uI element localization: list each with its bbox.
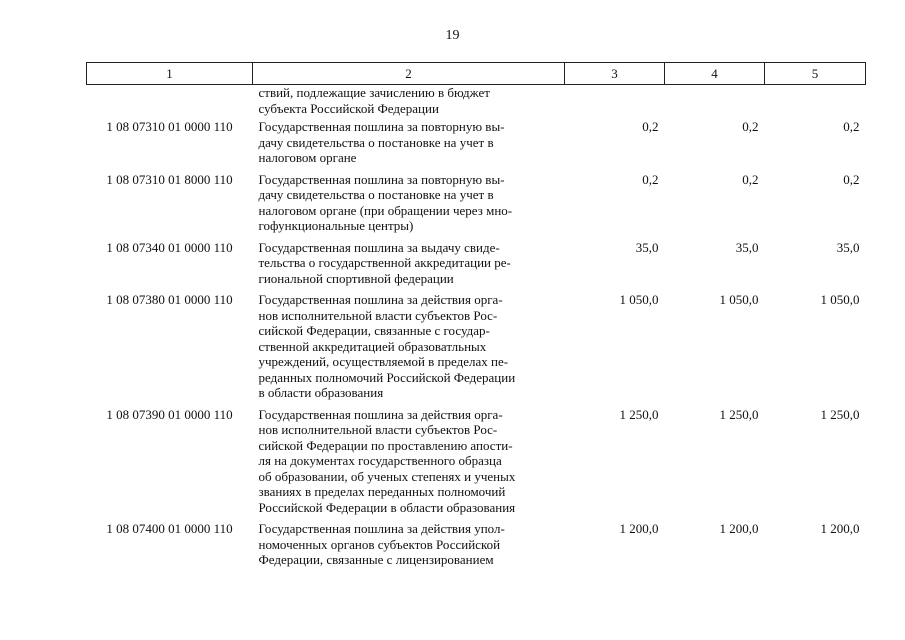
classification-code: 1 08 07400 01 0000 110 xyxy=(106,521,233,536)
amount-col-4: 1 250,0 xyxy=(719,406,759,422)
desc-line: Государственная пошлина за действия упол- xyxy=(258,521,505,536)
desc-line: учреждений, осуществляемой в пределах пе- xyxy=(258,354,509,369)
desc-line: ствий, подлежащие зачислению в бюджет xyxy=(258,85,490,100)
classification-code: 1 08 07340 01 0000 110 xyxy=(106,239,233,255)
desc-line: дачу свидетельства о постановке на учет в xyxy=(258,134,494,150)
desc-line: Государственная пошлина за повторную вы- xyxy=(258,119,505,134)
amount-col-5: 35,0 xyxy=(836,239,860,255)
amount-col-4: 0,2 xyxy=(742,171,759,187)
fee-description xyxy=(253,518,565,571)
desc-line: Российской Федерации в области образования xyxy=(258,499,516,515)
amount-col-3: 1 200,0 xyxy=(619,521,659,536)
desc-line: сийской Федерации по проставлению апости- xyxy=(258,437,513,453)
desc-line: Федерации, связанные с лицензированием xyxy=(258,552,494,567)
amount-col-5: 1 200,0 xyxy=(820,521,860,536)
amount-col-4: 0,2 xyxy=(742,119,759,134)
desc-line: Государственная пошлина за действия орга- xyxy=(258,406,503,422)
desc-line: нов исполнительной власти субъектов Рос- xyxy=(258,422,498,437)
desc-line: ственной аккредитацией образоватльных xyxy=(258,338,487,354)
amount-col-3: 1 050,0 xyxy=(619,292,659,307)
header-col-1: 1 xyxy=(87,63,253,85)
amount-col-4: 35,0 xyxy=(735,239,759,255)
amount-col-5: 1 250,0 xyxy=(820,406,860,422)
desc-line: сийской Федерации, связанные с государ- xyxy=(258,323,490,338)
page-number: 19 xyxy=(445,28,460,43)
desc-line: тельства о государственной аккредитации ре- xyxy=(258,255,511,270)
table-row xyxy=(87,169,866,237)
amount-col-4: 1 200,0 xyxy=(719,521,759,536)
amount-col-3: 35,0 xyxy=(635,239,659,255)
amount-col-5: 0,2 xyxy=(843,119,860,134)
amount-col-4: 1 050,0 xyxy=(719,292,759,307)
table-row xyxy=(87,237,866,290)
table-row xyxy=(87,116,866,169)
fee-description xyxy=(253,404,565,519)
desc-line: номоченных органов субъектов Российской xyxy=(258,536,501,552)
desc-line: ля на документах государственного образца xyxy=(258,453,502,468)
amount-col-5: 0,2 xyxy=(843,171,860,187)
column-number-header xyxy=(87,63,866,85)
continuation-row xyxy=(87,85,866,117)
budget-fee-table xyxy=(86,62,866,571)
desc-line: нов исполнительной власти субъектов Рос- xyxy=(258,307,498,323)
classification-code: 1 08 07380 01 0000 110 xyxy=(106,292,233,307)
desc-line: реданных полномочий Российской Федерации xyxy=(258,369,516,385)
table-row xyxy=(87,289,866,404)
desc-line: налоговом органе xyxy=(258,150,357,165)
desc-line: гофункциональные центры) xyxy=(258,218,414,233)
desc-line: Государственная пошлина за выдачу свиде- xyxy=(258,239,500,255)
classification-code: 1 08 07310 01 8000 110 xyxy=(106,171,233,187)
fee-description xyxy=(253,116,565,169)
table-row xyxy=(87,518,866,571)
fee-description xyxy=(253,237,565,290)
desc-line: Государственная пошлина за повторную вы- xyxy=(258,171,505,187)
header-col-5: 5 xyxy=(765,63,866,85)
table-row xyxy=(87,404,866,519)
desc-line: званиях в пределах переданных полномочий xyxy=(258,484,506,499)
classification-code: 1 08 07390 01 0000 110 xyxy=(106,406,233,422)
desc-line: в области образования xyxy=(258,385,384,400)
desc-line: гиональной спортивной федерации xyxy=(258,270,454,286)
header-col-3: 3 xyxy=(565,63,665,85)
desc-line: налоговом органе (при обращении через мно- xyxy=(258,202,513,218)
desc-line: дачу свидетельства о постановке на учет в xyxy=(258,187,494,202)
fee-description xyxy=(253,169,565,237)
desc-line: субъекта Российской Федерации xyxy=(258,100,439,116)
amount-col-3: 0,2 xyxy=(642,171,659,187)
classification-code: 1 08 07310 01 0000 110 xyxy=(106,119,233,134)
header-col-4: 4 xyxy=(665,63,765,85)
fee-description xyxy=(253,289,565,404)
amount-col-3: 1 250,0 xyxy=(619,406,659,422)
continuation-text xyxy=(253,85,565,117)
amount-col-5: 1 050,0 xyxy=(820,292,860,307)
desc-line: об образовании, об ученых степенях и ученых xyxy=(258,468,516,484)
header-col-2: 2 xyxy=(253,63,565,85)
amount-col-3: 0,2 xyxy=(642,119,659,134)
desc-line: Государственная пошлина за действия орга- xyxy=(258,292,503,307)
